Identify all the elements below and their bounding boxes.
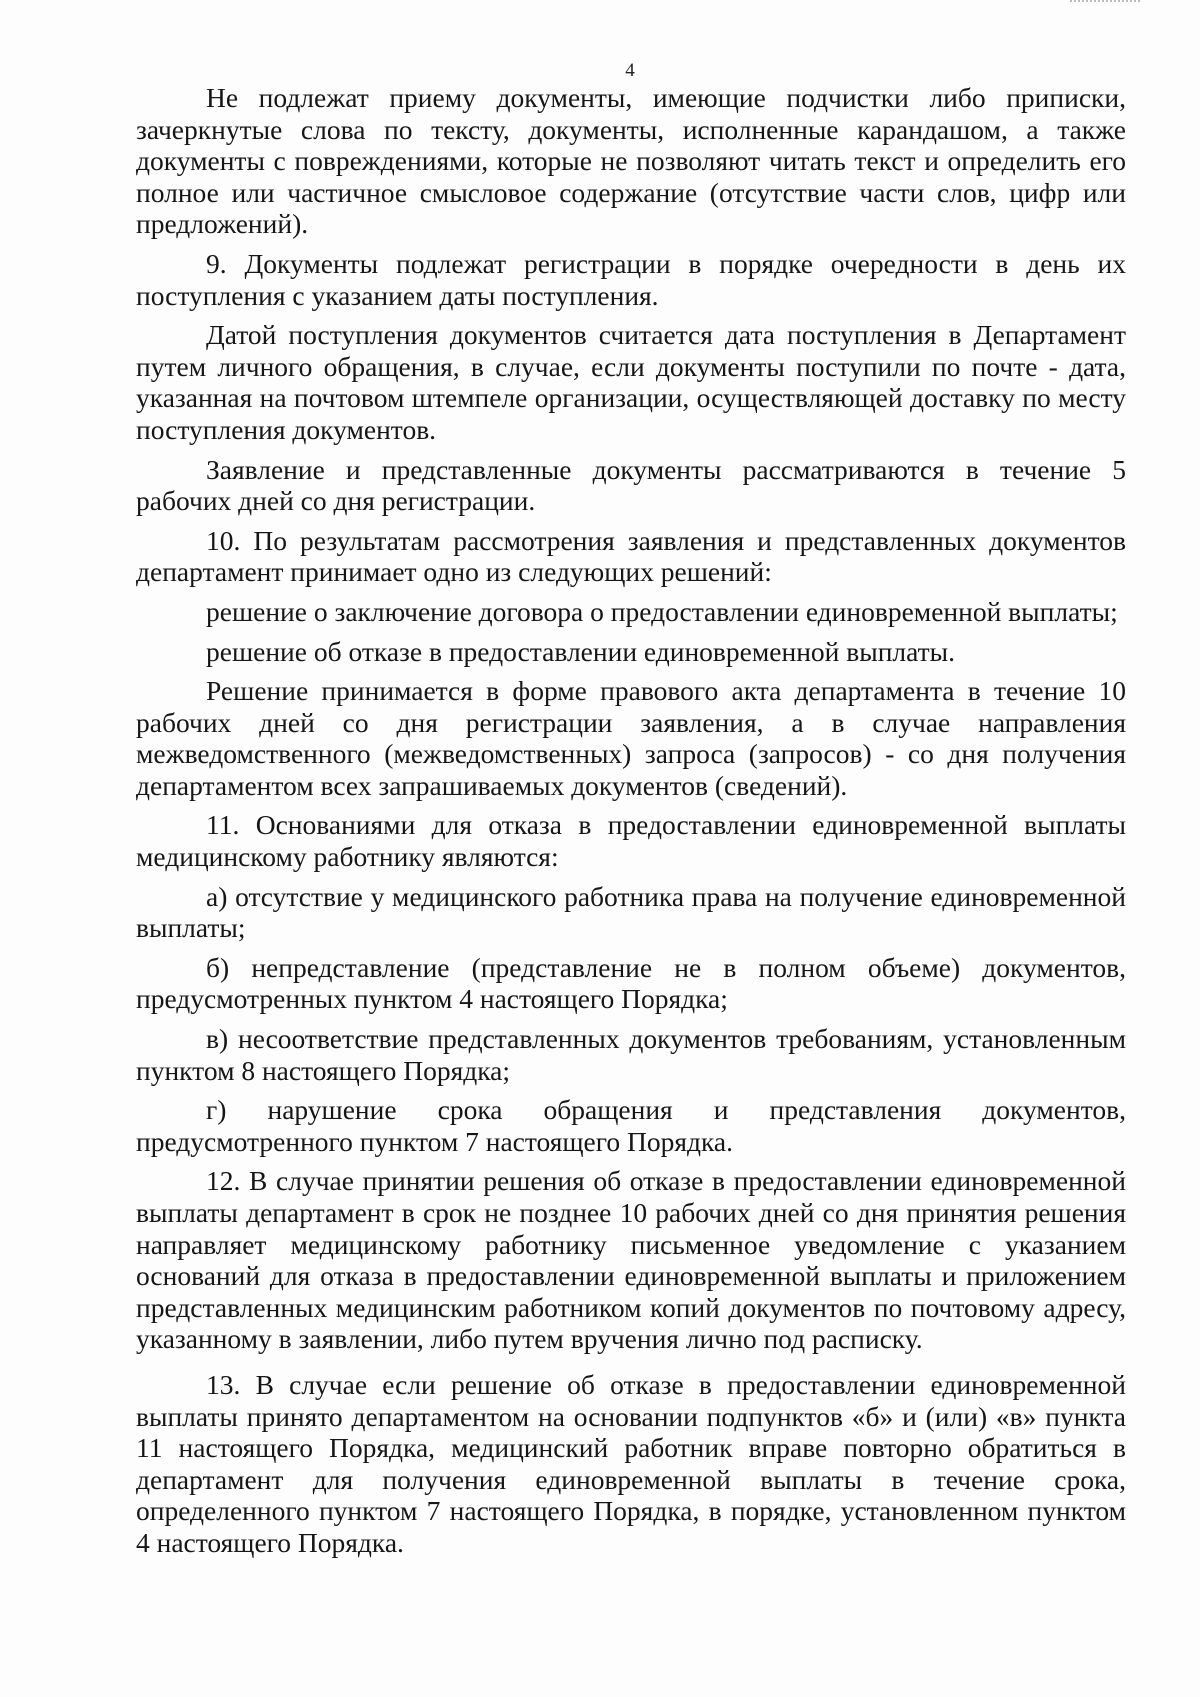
paragraph-item-10: 10. По результатам рассмотрения заявления и представленных документов департамент принимает одно из следующих решений: (136, 524, 1126, 588)
paragraph-rejected-documents: Не подлежат приему документы, имеющие подчистки либо приписки, зачеркнутые слова по тексту, документы, исполненные карандашом, а также документы с повреждениями, которые не позволяют читать текст и определить его полное или частичное смысловое содержание (отсутствие части слов, цифр или предложений). (136, 82, 1126, 240)
paragraph-subitem-v: в) несоответствие представленных документов требованиям, установленным пунктом 8 настоящего Порядка; (136, 1023, 1126, 1086)
page-number: 4 (625, 60, 635, 81)
paragraph-decision-contract: решение о заключение договора о предоставлении единовременной выплаты; (206, 595, 1118, 627)
paragraph-decision-refusal: решение об отказе в предоставлении единовременной выплаты. (206, 635, 956, 667)
paragraph-item-12: 12. В случае принятии решения об отказе в предоставлении единовременной выплаты департамент в срок не позднее 10 рабочих дней со дня принятия решения направляет медицинскому работнику письменное уведомление с указанием оснований для отказа в предоставлении единовременной выплаты и приложением представленных медицинским работником копий документов по почтовому адресу, указанному в заявлении, либо путем вручения лично под расписку. (136, 1165, 1126, 1355)
paragraph-subitem-b: б) непредставление (представление не в полном объеме) документов, предусмотренных пунктом 4 настоящего Порядка; (136, 951, 1126, 1015)
paragraph-subitem-g: г) нарушение срока обращения и представления документов, предусмотренного пунктом 7 настоящего Порядка. (136, 1094, 1126, 1157)
paragraph-item-11: 11. Основаниями для отказа в предоставлении единовременной выплаты медицинскому работнику являются: (136, 809, 1126, 873)
paragraph-review-period: Заявление и представленные документы рассматриваются в течение 5 рабочих дней со дня регистрации. (136, 453, 1126, 517)
paragraph-item-13: 13. В случае если решение об отказе в предоставлении единовременной выплаты принято департаментом на основании подпунктов «б» и (или) «в» пункта 11 настоящего Порядка, медицинский работник вправе повторно обратиться в департамент для получения единовременной выплаты в течение срока, определенного пунктом 7 настоящего Порядка, в порядке, установленном пунктом 4 настоящего Порядка. (136, 1368, 1126, 1558)
scan-artifact (1070, 0, 1140, 5)
paragraph-subitem-a: а) отсутствие у медицинского работника права на получение единовременной выплаты; (136, 880, 1126, 944)
paragraph-receipt-date: Датой поступления документов считается дата поступления в Департамент путем личного обращения, в случае, если документы поступили по почте - дата, указанная на почтовом штемпеле организации, осуществляющей доставку по месту поступления документов. (136, 319, 1126, 445)
paragraph-decision-form: Решение принимается в форме правового акта департамента в течение 10 рабочих дней со дня регистрации заявления, а в случае направления межведомственного (межведомственных) запроса (запросов) - со дня получения департаментом всех запрашиваемых документов (сведений). (136, 675, 1126, 801)
paragraph-item-9: 9. Документы подлежат регистрации в порядке очередности в день их поступления с указанием даты поступления. (136, 247, 1126, 311)
document-body (136, 82, 1126, 1559)
